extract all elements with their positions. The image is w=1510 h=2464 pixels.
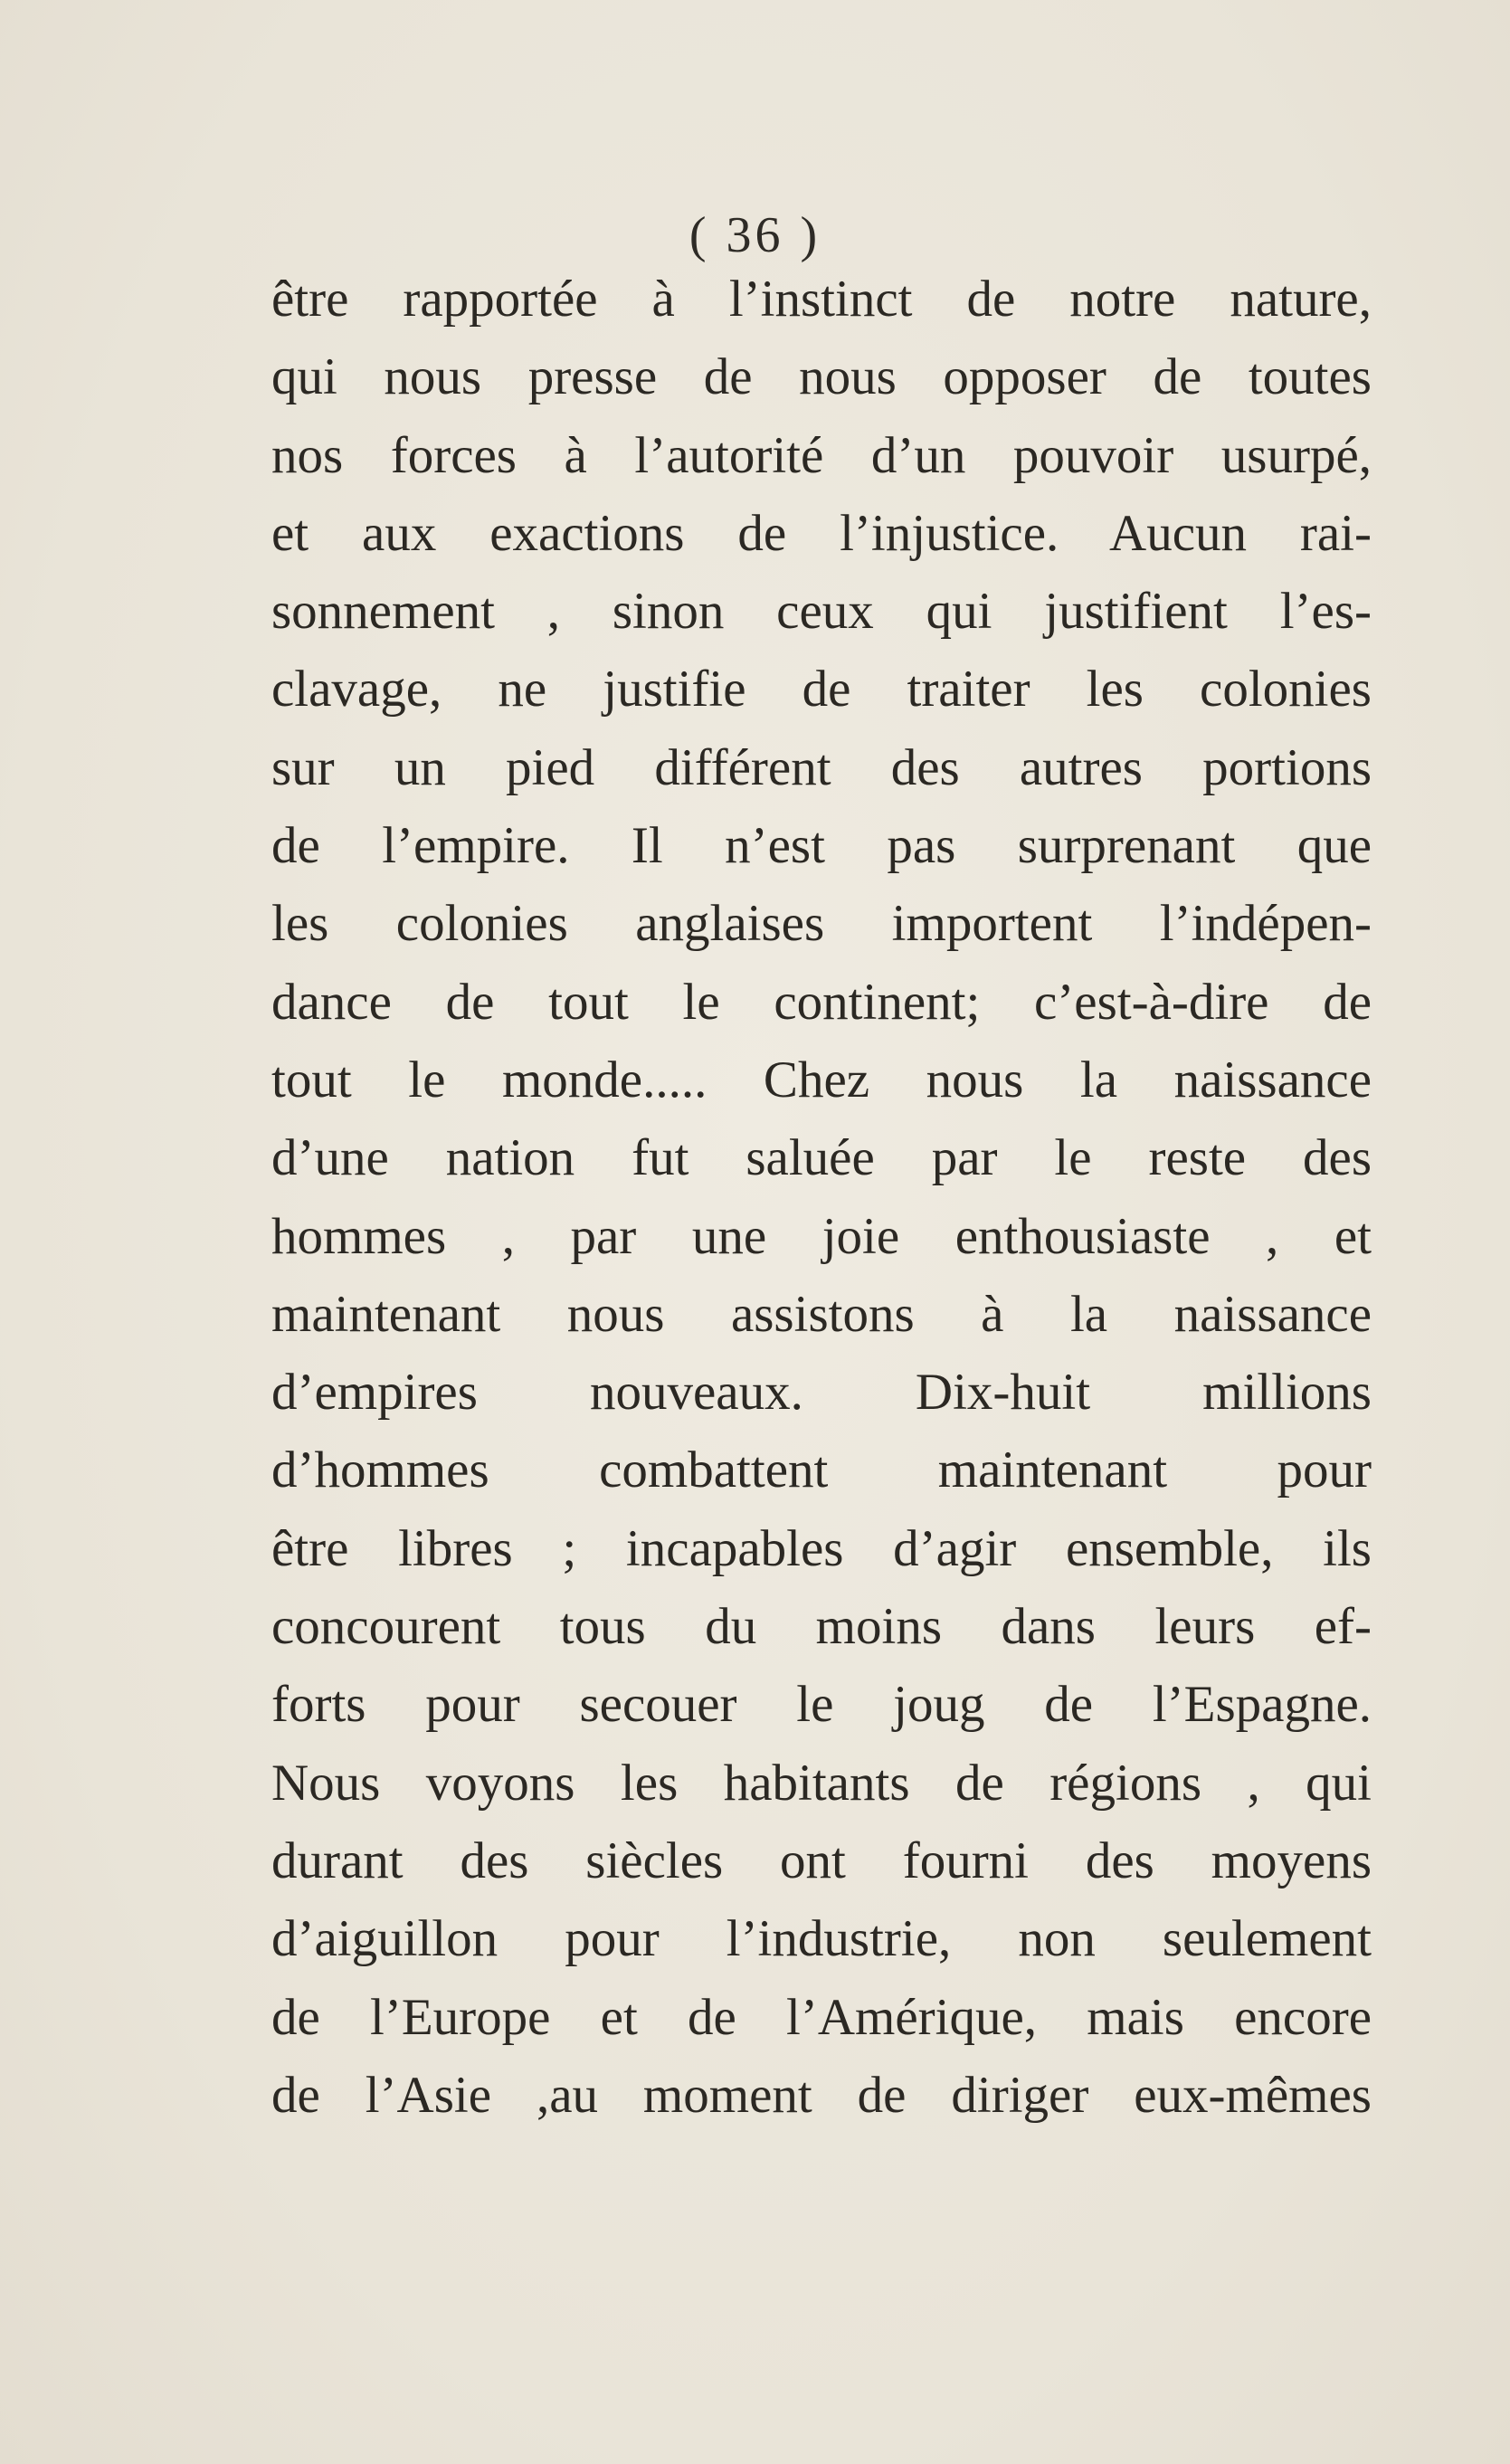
text-line: de l’Europe et de l’Amérique, mais encore — [271, 1988, 1372, 2046]
body-text — [271, 261, 1372, 2135]
text-line: dance de tout le continent; c’est-à-dire de — [271, 973, 1372, 1031]
text-line: les colonies anglaises importent l’indépen- — [271, 895, 1372, 953]
text-line: sur un pied différent des autres portions — [271, 738, 1372, 796]
text-line: d’une nation fut saluée par le reste des — [271, 1129, 1372, 1187]
text-line: être libres ; incapables d’agir ensemble, ils — [271, 1519, 1372, 1577]
text-line: et aux exactions de l’injustice. Aucun rai- — [271, 504, 1372, 562]
text-line: clavage, ne justifie de traiter les colonies — [271, 661, 1372, 718]
text-line: sonnement , sinon ceux qui justifient l’es- — [271, 583, 1372, 641]
text-line: durant des siècles ont fourni des moyens — [271, 1831, 1372, 1889]
text-line: être rapportée à l’instinct de notre nature, — [271, 271, 1372, 328]
text-line: qui nous presse de nous opposer de toutes — [271, 348, 1372, 406]
text-line: tout le monde..... Chez nous la naissance — [271, 1051, 1372, 1108]
text-line: Nous voyons les habitants de régions , qui — [271, 1754, 1372, 1812]
page-number: ( 36 ) — [689, 207, 821, 263]
text-line: concourent tous du moins dans leurs ef- — [271, 1598, 1372, 1656]
text-line: nos forces à l’autorité d’un pouvoir usurpé, — [271, 426, 1372, 484]
text-line: d’hommes combattent maintenant pour — [271, 1441, 1372, 1499]
text-line: maintenant nous assistons à la naissance — [271, 1285, 1372, 1343]
text-line: d’aiguillon pour l’industrie, non seulement — [271, 1910, 1372, 1968]
text-line: de l’Asie ,au moment de diriger eux-mêmes — [271, 2066, 1372, 2124]
text-line: de l’empire. Il n’est pas surprenant que — [271, 817, 1372, 875]
text-line: hommes , par une joie enthousiaste , et — [271, 1207, 1372, 1265]
text-line: forts pour secouer le joug de l’Espagne. — [271, 1676, 1372, 1734]
text-line: d’empires nouveaux. Dix-huit millions — [271, 1364, 1372, 1422]
